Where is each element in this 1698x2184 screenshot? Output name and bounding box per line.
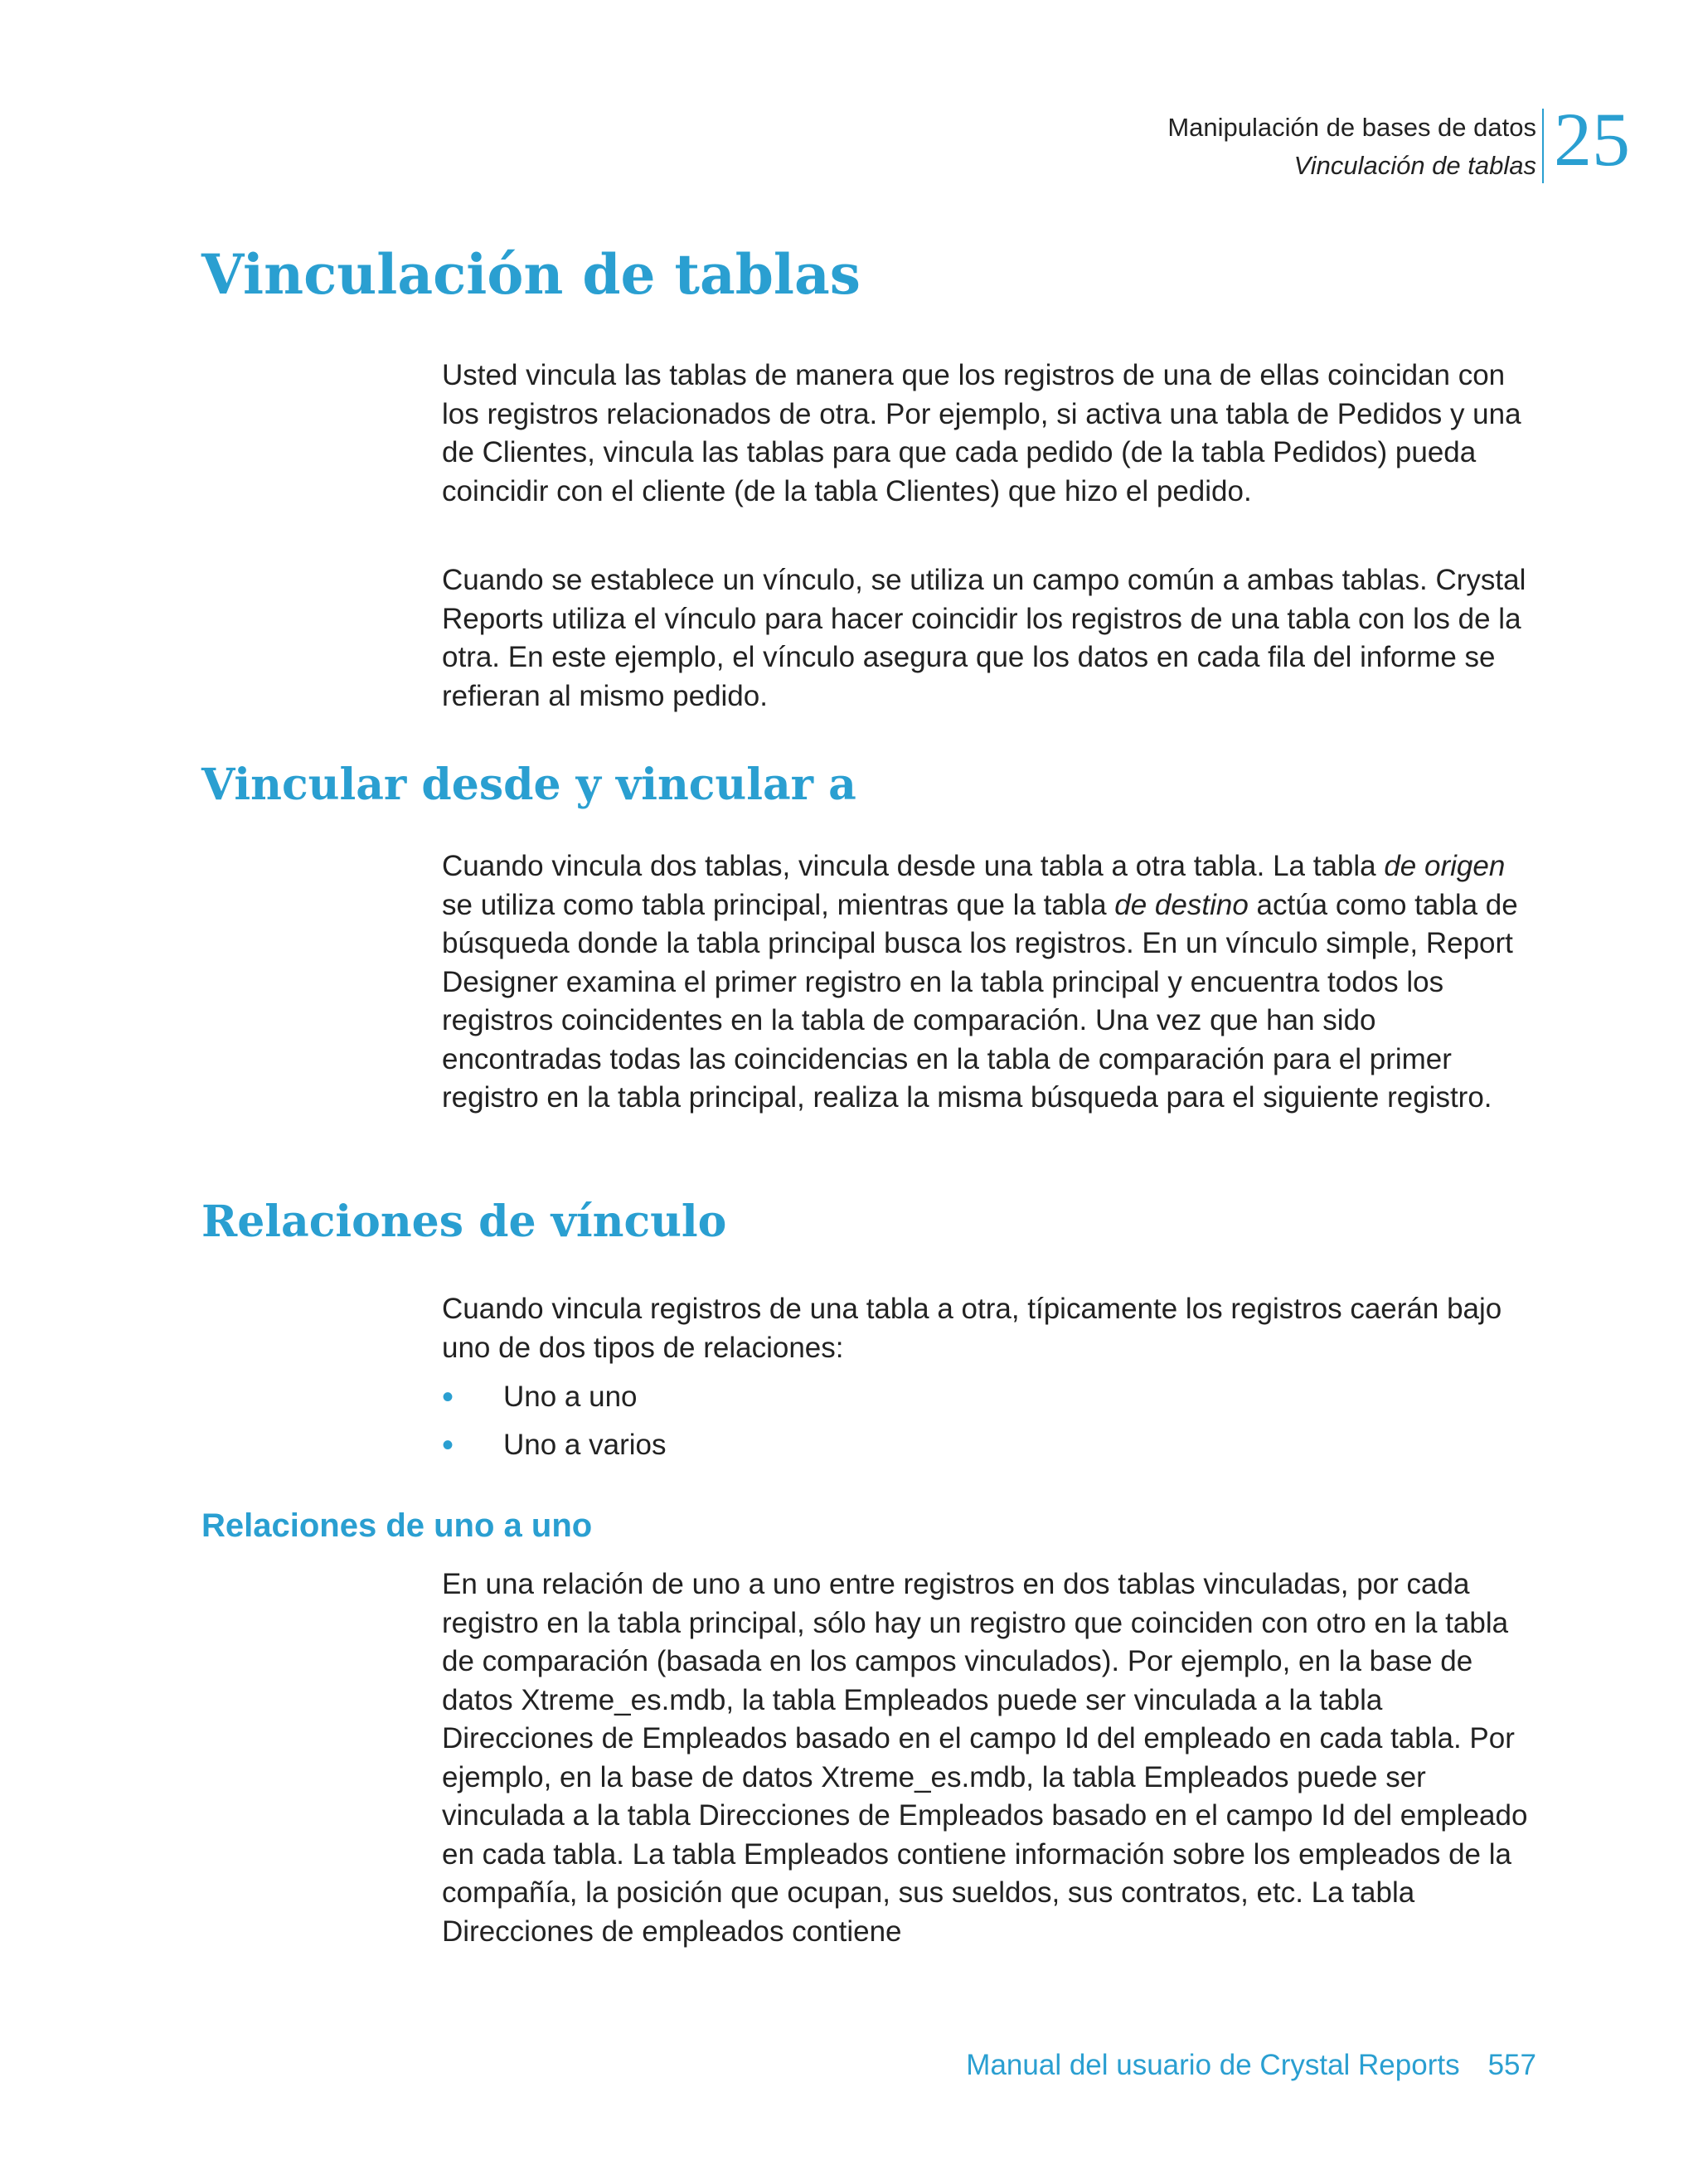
- link-text-3: actúa como tabla de búsqueda donde la tabla principal busca los registros. En un vínculo simple, Report Designer examina el primer registro en la tabla principal y encuentra todos los registros coincidentes en la tabla de comparación. Una vez que han sido encontradas todas las coincidencias en la tabla de comparación para el primer registro en la tabla principal, realiza la misma búsqueda para el siguiente registro.: [442, 888, 1518, 1114]
- page-title: Vinculación de tablas: [201, 242, 861, 307]
- chapter-number: 25: [1554, 97, 1630, 182]
- link-from-to-paragraph: [442, 847, 1528, 1118]
- footer-manual-title: Manual del usuario de Crystal Reports: [966, 2049, 1460, 2081]
- link-emphasis-destination: de destino: [1114, 888, 1249, 921]
- section-heading-relations: Relaciones de vínculo: [201, 1196, 727, 1247]
- link-text-1: Cuando vincula dos tablas, vincula desde una tabla a otra tabla. La tabla: [442, 850, 1385, 882]
- page-footer: [966, 2046, 1536, 2085]
- one-to-one-paragraph: En una relación de uno a uno entre registros en dos tablas vinculadas, por cada registro en la tabla principal, sólo hay un registro que coinciden con otro en la tabla de comparación (basada en los campos vinculados). Por ejemplo, en la base de datos Xtreme_es.mdb, la tabla Empleados puede ser vinculada a la tabla Direcciones de Empleados basado en el campo Id del empleado en cada tabla. Por ejemplo, en la base de datos Xtreme_es.mdb, la tabla Empleados puede ser vinculada a la tabla Direcciones de Empleados basado en el campo Id del empleado en cada tabla. La tabla Empleados contiene información sobre los empleados de la compañía, la posición que ocupan, sus sueldos, sus contratos, etc. La tabla Direcciones de empleados contiene: [442, 1568, 1528, 1948]
- running-header: [1167, 109, 1536, 185]
- bullet-icon: •: [442, 1379, 454, 1415]
- intro-paragraph-1: Usted vincula las tablas de manera que los registros de una de ellas coincidan con los registros relacionados de otra. Por ejemplo, si activa una tabla de Pedidos y una de Clientes, vincula las tablas para que cada pedido (de la tabla Pedidos) pueda coincidir con el cliente (de la tabla Clientes) que hizo el pedido.: [442, 359, 1521, 507]
- bullet-icon: •: [442, 1427, 454, 1463]
- relations-intro-paragraph: Cuando vincula registros de una tabla a otra, típicamente los registros caerán bajo uno de dos tipos de relaciones:: [442, 1293, 1502, 1364]
- link-text-2: se utiliza como tabla principal, mientras que la tabla: [442, 888, 1115, 921]
- header-section-title: Vinculación de tablas: [1293, 151, 1536, 180]
- page-number: 557: [1487, 2049, 1536, 2081]
- intro-paragraph-2: Cuando se establece un vínculo, se utiliza un campo común a ambas tablas. Crystal Reports utiliza el vínculo para hacer coincidir los registros de una tabla con los de la otra. En este ejemplo, el vínculo asegura que los datos en cada fila del informe se refieran al mismo pedido.: [442, 564, 1526, 712]
- list-item: [442, 1378, 638, 1416]
- header-chapter-title: Manipulación de bases de datos: [1167, 113, 1536, 142]
- list-item-label: Uno a varios: [503, 1429, 667, 1461]
- list-item: [442, 1426, 666, 1464]
- header-divider: [1542, 109, 1544, 183]
- list-item-label: Uno a uno: [503, 1381, 638, 1413]
- section-heading-link-from-to: Vincular desde y vincular a: [201, 760, 856, 810]
- subsection-heading-one-to-one: Relaciones de uno a uno: [201, 1507, 593, 1544]
- link-emphasis-origin: de origen: [1384, 850, 1506, 882]
